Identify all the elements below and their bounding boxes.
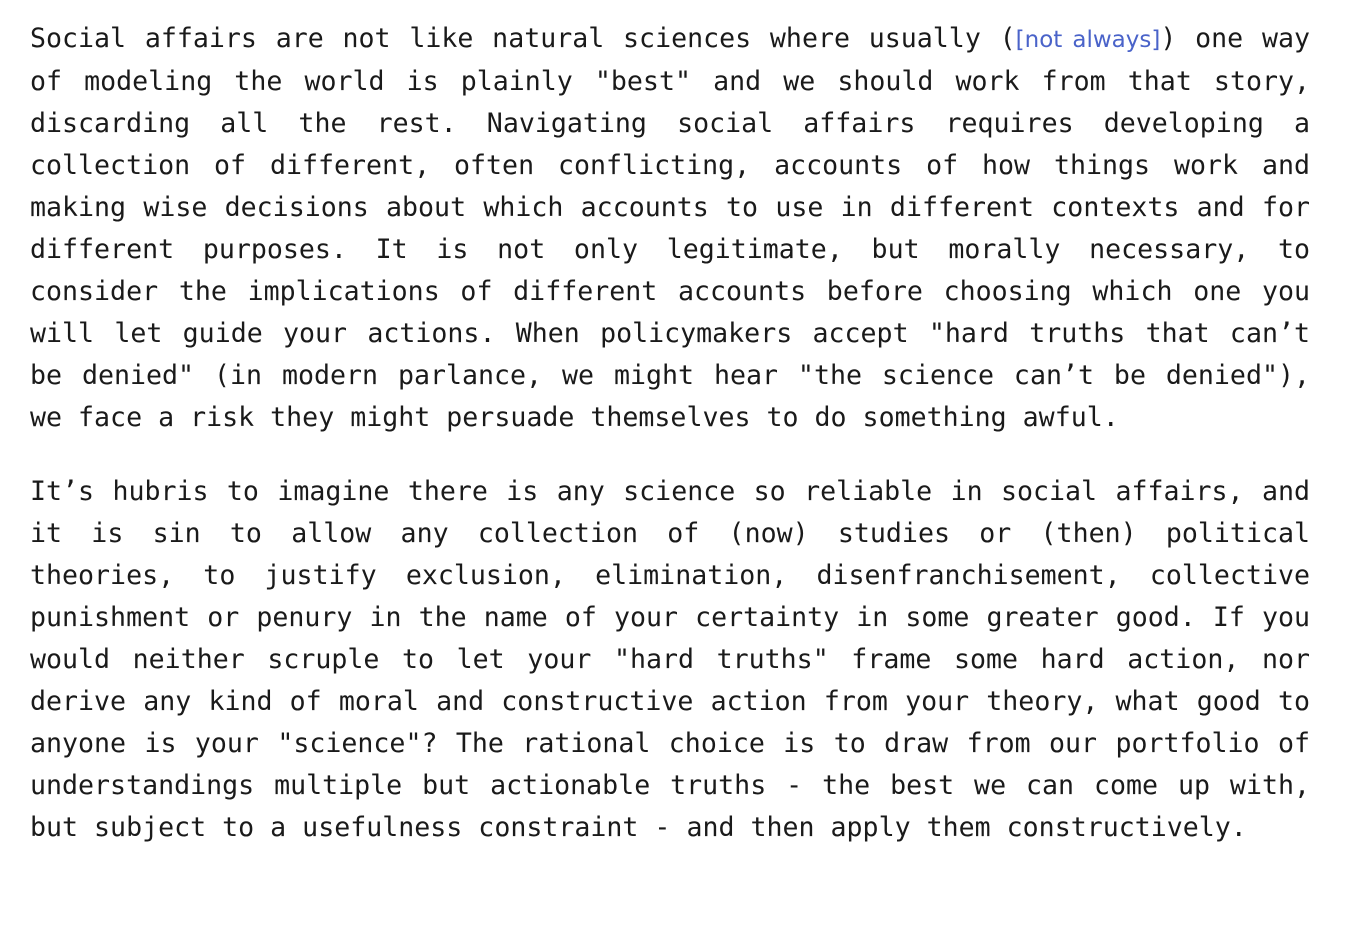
article-body [30,18,1310,849]
not-always-link[interactable]: [not always] [1015,27,1161,53]
paragraph-2: It’s hubris to imagine there is any science so reliable in social affairs, and it is sin to allow any collection of (now) studies or (then) political theories, to justify exclusion, elimination, disenfranchisement, collective punishment or penury in the name of your certainty in some greater good. If you would neither scruple to let your "hard truths" frame some hard action, nor derive any kind of moral and constructive action from your theory, what good to anyone is your "science"? The rational choice is to draw from our portfolio of understandings multiple but actionable truths - the best we can come up with, but subject to a usefulness constraint - and then apply them constructively. [30,476,1310,843]
paragraph-1-text-end: ) one way of modeling the world is plainly "best" and we should work from that story, discarding all the rest. Navigating social affairs requires developing a collection of different, often conflicting, accounts of how things work and making wise decisions about which accounts to use in different contexts and for different purposes. It is not only legitimate, but morally necessary, to consider the implications of different accounts before choosing which one you will let guide your actions. When policymakers accept "hard truths that can’t be denied" (in modern parlance, we might hear "the science can’t be denied"), we face a risk they might persuade themselves to do something awful. [30,23,1310,433]
paragraph-1 [30,18,1310,439]
paragraph-1-text-start: Social affairs are not like natural sciences where usually ( [30,23,1016,54]
